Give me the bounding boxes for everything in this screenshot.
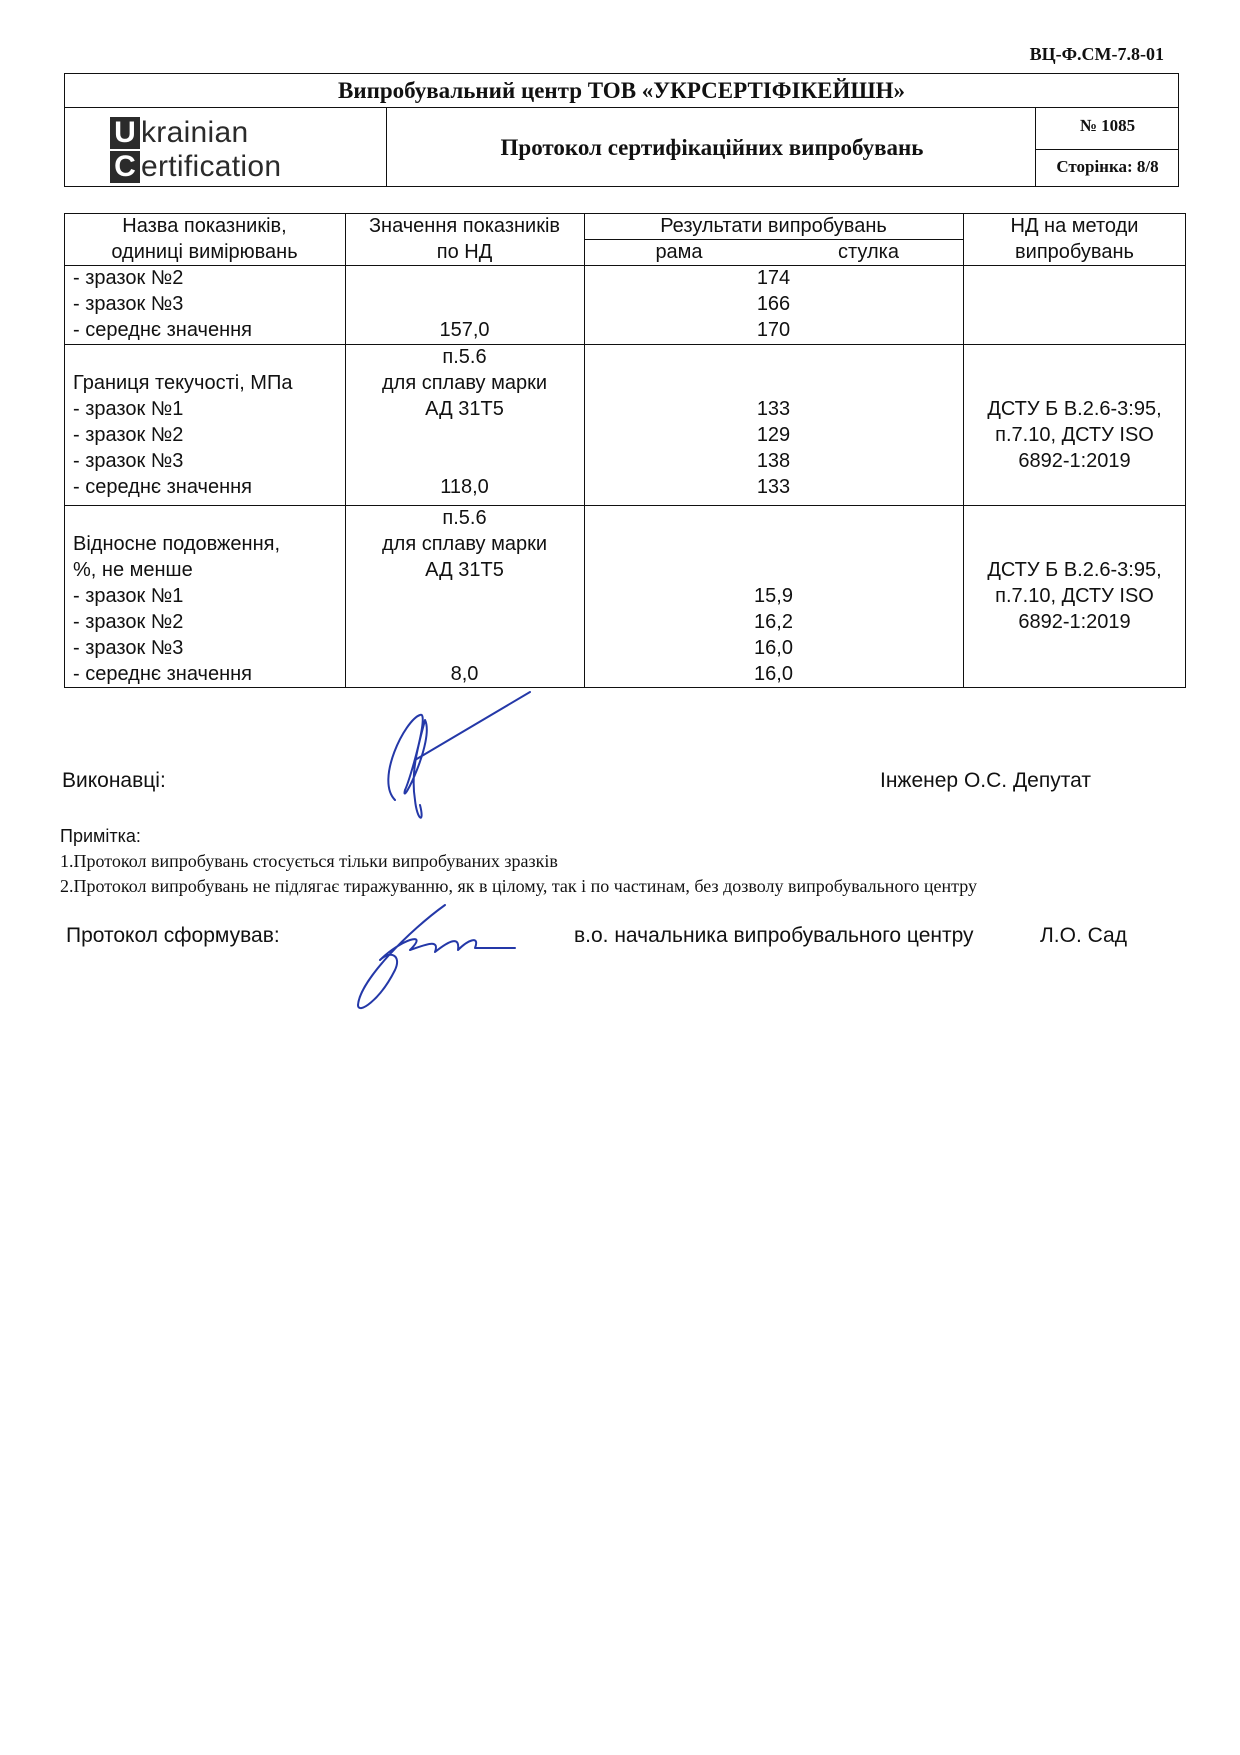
logo-letter-c: C [110, 151, 140, 183]
table-cell-line: 157,0 [439, 319, 490, 341]
company-logo [110, 110, 400, 184]
protocol-number: № 1085 [1079, 116, 1136, 135]
table-cell-line: 174 [756, 267, 791, 289]
table-cell-line: 170 [756, 319, 791, 341]
table-cell-line: 118,0 [440, 476, 489, 498]
logo-word-certification: ertification [141, 150, 282, 183]
table-cell-line: 6892-1:2019 [1018, 450, 1131, 472]
table-cell-line: - зразок №3 [73, 450, 184, 472]
table-cell-line: - зразок №3 [73, 637, 184, 659]
header-indicator [64, 213, 345, 265]
row-1-indicator [73, 265, 252, 343]
table-cell-line [345, 265, 584, 291]
table-cell-line: 138 [756, 450, 791, 472]
note-item-2: 2.Протокол випробувань не підлягає тиражуванню, як в цілому, так і по частинам, без дозволу випробувального центру [60, 876, 977, 896]
table-cell-line [345, 291, 584, 317]
table-cell-line [584, 344, 963, 370]
table-cell-line: 15,9 [754, 585, 793, 607]
table-cell-line: п.7.10, ДСТУ ISO [995, 424, 1154, 446]
document-code: ВЦ-Ф.СМ-7.8-01 [1029, 44, 1164, 64]
row-1-results [584, 265, 963, 343]
table-cell-line: Границя текучості, МПа [73, 372, 293, 394]
row-1-nd-value [345, 265, 584, 343]
table-cell-line: 129 [756, 424, 791, 446]
row-3-indicator [73, 505, 280, 687]
row-3-nd-value [345, 505, 584, 687]
page-number: Сторінка: 8/8 [1056, 157, 1159, 176]
testing-center-title: Випробувальний центр ТОВ «УКРСЕРТІФІКЕЙШН» [337, 78, 906, 103]
performers-label: Виконавці: [62, 769, 166, 792]
logo-word-ukrainian: krainian [141, 116, 249, 149]
results-table [64, 213, 1186, 688]
header-nd-value-line: Значення показників [368, 215, 561, 237]
table-cell-line [584, 531, 963, 557]
head-signature [350, 890, 520, 1020]
formed-by-label: Протокол сформував: [66, 924, 280, 947]
table-cell-line [345, 448, 584, 474]
table-cell-line: п.7.10, ДСТУ ISO [995, 585, 1154, 607]
table-cell-line [584, 370, 963, 396]
header-method [963, 213, 1186, 265]
row-3-method [963, 557, 1186, 635]
header-nd-value-line: по НД [436, 241, 493, 263]
performer-signature [365, 680, 535, 840]
table-cell-line [345, 635, 584, 661]
table-cell-line: - середнє значення [73, 476, 252, 498]
table-cell-line: АД 31Т5 [425, 559, 504, 581]
header-indicator-line: Назва показників, [122, 215, 287, 237]
table-cell-line: 166 [756, 293, 791, 315]
table-cell-line: Відносне подовження, [73, 533, 281, 555]
table-cell-line: - зразок №3 [73, 293, 184, 315]
table-cell-line: - зразок №2 [73, 424, 184, 446]
performer-name: Інженер О.С. Депутат [880, 769, 1091, 792]
header-sash: стулка [838, 241, 899, 263]
table-cell-line: 6892-1:2019 [1018, 611, 1131, 633]
table-cell-line: ДСТУ Б В.2.6-3:95, [987, 398, 1162, 420]
table-cell-line [73, 344, 292, 370]
table-cell-line: АД 31Т5 [425, 398, 504, 420]
protocol-title: Протокол сертифікаційних випробувань [500, 135, 924, 160]
table-cell-line: - зразок №1 [73, 585, 184, 607]
table-cell-line: - зразок №2 [73, 611, 184, 633]
center-head-name: Л.О. Сад [1040, 924, 1127, 947]
row-2-indicator [73, 344, 292, 500]
table-cell-line: п.5.6 [442, 507, 487, 529]
row-2-method [963, 396, 1186, 474]
table-cell-line: 133 [756, 476, 791, 498]
table-cell-line [584, 557, 963, 583]
table-cell-line: - зразок №2 [73, 267, 184, 289]
logo-letter-u: U [110, 117, 140, 149]
center-head-position: в.о. начальника випробувального центру [574, 924, 974, 947]
table-cell-line [345, 422, 584, 448]
table-cell-line: %, не менше [73, 559, 193, 581]
table-cell-line [345, 583, 584, 609]
table-cell-line: для сплаву марки [381, 533, 547, 555]
table-cell-line: 8,0 [450, 663, 479, 685]
table-cell-line: - зразок №1 [73, 398, 184, 420]
table-cell-line [584, 505, 963, 531]
header-method-line: випробувань [1015, 241, 1134, 263]
header-nd-value [345, 213, 584, 265]
table-cell-line: 16,0 [754, 663, 793, 685]
row-3-results [584, 505, 963, 687]
header-frame: рама [655, 241, 703, 263]
row-2-results [584, 344, 963, 500]
header-indicator-line: одиниці вимірювань [111, 241, 298, 263]
row-2-nd-value [345, 344, 584, 500]
header-divider [1035, 149, 1179, 150]
table-cell-line: 16,0 [754, 637, 793, 659]
header-method-line: НД на методи [1010, 215, 1139, 237]
table-cell-line [73, 505, 280, 531]
table-cell-line: - середнє значення [73, 663, 252, 685]
table-cell-line: 133 [756, 398, 791, 420]
table-cell-line: ДСТУ Б В.2.6-3:95, [987, 559, 1162, 581]
table-cell-line: п.5.6 [442, 346, 487, 368]
table-cell-line: - середнє значення [73, 319, 252, 341]
table-cell-line [345, 609, 584, 635]
notes-title: Примітка: [60, 826, 141, 846]
table-cell-line: для сплаву марки [381, 372, 547, 394]
header-results: Результати випробувань [660, 215, 887, 237]
note-item-1: 1.Протокол випробувань стосується тільки випробуваних зразків [60, 851, 558, 871]
table-cell-line: 16,2 [754, 611, 793, 633]
